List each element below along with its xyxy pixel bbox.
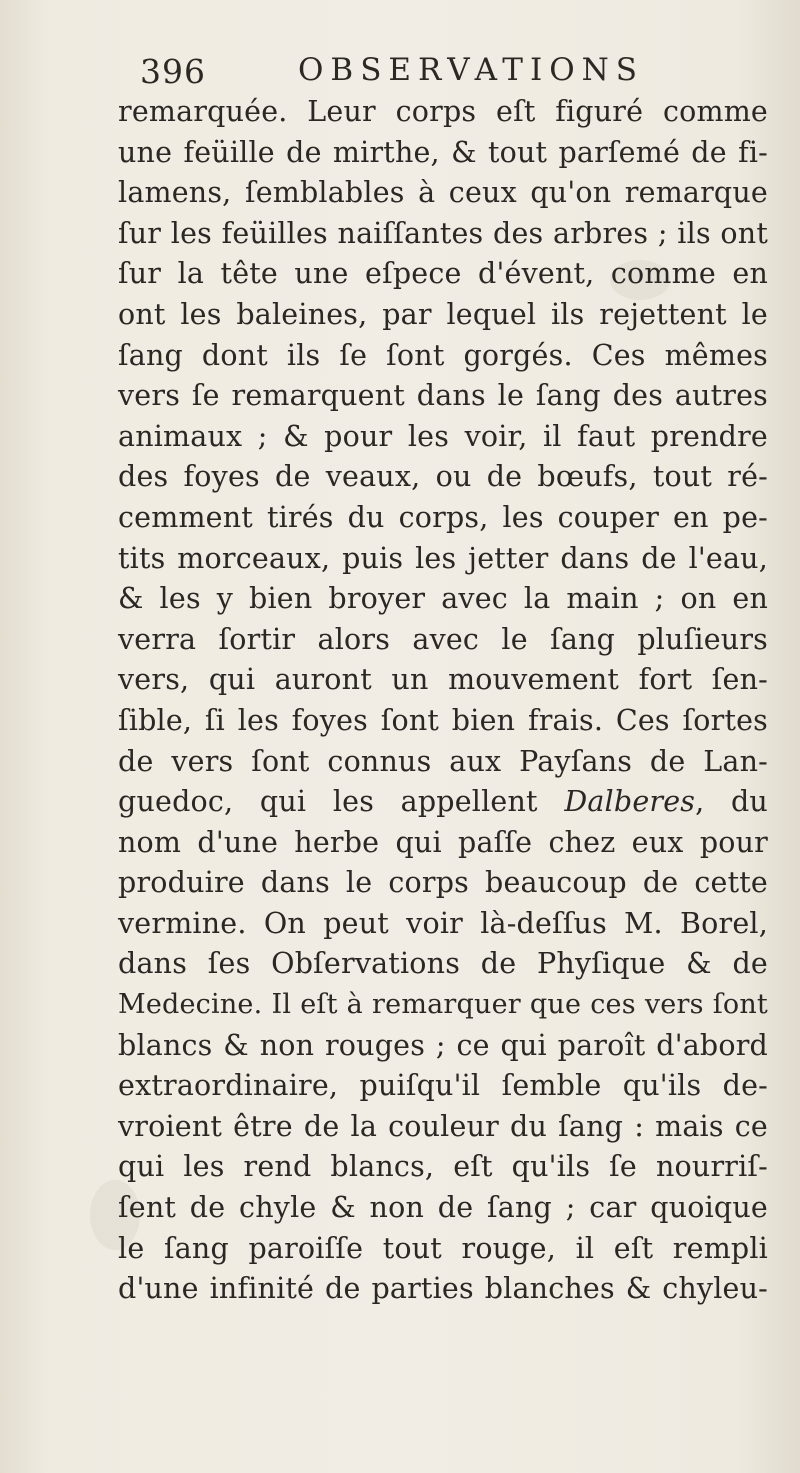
text-line: ſur les feüilles naiſſantes des arbres ; ils ont <box>118 216 768 250</box>
text-line: nom d'une herbe qui paſſe chez eux pour <box>118 825 768 859</box>
text-line: blancs & non rouges ; ce qui paroît d'abord <box>118 1028 768 1062</box>
running-head: OBSERVATIONS <box>298 52 644 88</box>
text-line: extraordinaire, puiſqu'il ſemble qu'ils de- <box>118 1069 768 1103</box>
body-text <box>118 92 768 1310</box>
text-line: qui les rend blancs, eſt qu'ils ſe nourriſ- <box>118 1150 768 1184</box>
text-line: tits morceaux, puis les jetter dans de l'eau, <box>118 541 768 575</box>
text-line: ſang dont ils ſe ſont gorgés. Ces mêmes <box>118 338 768 372</box>
text-line: cemment tirés du corps, les couper en pe- <box>118 500 768 534</box>
text-line: ſible, ſi les foyes ſont bien frais. Ces ſortes <box>118 703 768 737</box>
text-line: vroient être de la couleur du ſang : mais ce <box>118 1109 768 1143</box>
text-line: guedoc, qui les appellent Dalberes, du <box>118 785 768 819</box>
text-line: produire dans le corps beaucoup de cette <box>118 866 768 900</box>
text-line: une feüille de mirthe, & tout parſemé de fi- <box>118 135 768 169</box>
text-line: lamens, ſemblables à ceux qu'on remarque <box>118 176 768 210</box>
text-line: dans ſes Obſervations de Phyſique & de <box>118 947 768 981</box>
text-line: d'une infinité de parties blanches & chyleu- <box>118 1272 768 1306</box>
page-header <box>140 50 700 90</box>
text-line: Medecine. Il eſt à remarquer que ces vers ſont <box>118 989 768 1021</box>
text-line: ſent de chyle & non de ſang ; car quoique <box>118 1191 768 1225</box>
text-line: animaux ; & pour les voir, il faut prendre <box>118 419 768 453</box>
text-line: & les y bien broyer avec la main ; on en <box>118 582 768 616</box>
text-line: le ſang paroiſſe tout rouge, il eſt rempli <box>118 1231 768 1265</box>
text-line: remarquée. Leur corps eſt figuré comme <box>118 95 768 128</box>
text-line: de vers ſont connus aux Payſans de Lan- <box>118 744 768 778</box>
text-line: des foyes de veaux, ou de bœufs, tout ré- <box>118 460 768 494</box>
text-line: ont les baleines, par lequel ils rejettent le <box>118 297 768 331</box>
page-number: 396 <box>140 52 206 91</box>
text-line: vermine. On peut voir là-deſſus M. Borel, <box>118 906 768 940</box>
text-line: vers ſe remarquent dans le ſang des autres <box>118 379 768 413</box>
text-line: vers, qui auront un mouvement fort ſen- <box>118 663 768 697</box>
text-line: verra ſortir alors avec le ſang pluſieurs <box>118 622 768 656</box>
text-line: ſur la tête une eſpece d'évent, comme en <box>118 257 768 291</box>
